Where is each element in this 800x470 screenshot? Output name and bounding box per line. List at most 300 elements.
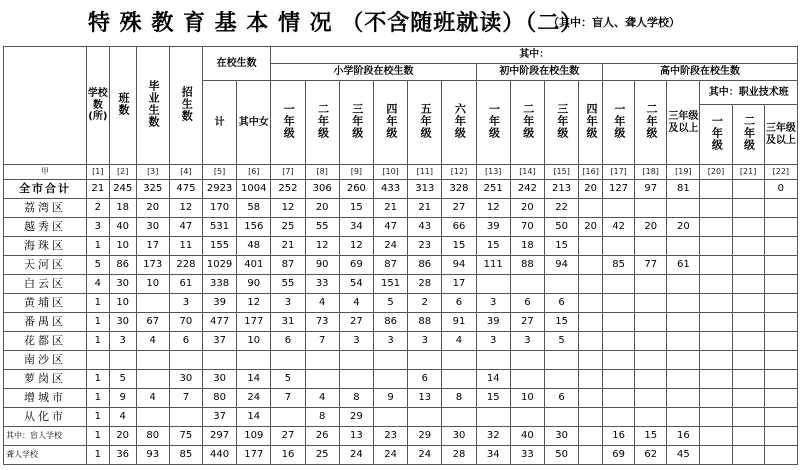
table-cell: 6 xyxy=(271,332,305,351)
table-cell: 29 xyxy=(339,408,373,427)
table-cell: 30 xyxy=(109,313,136,332)
table-cell: 3 xyxy=(408,332,442,351)
header-j-grade4 xyxy=(579,81,603,165)
table-row xyxy=(4,408,798,427)
row-label: 黄埔区 xyxy=(4,294,87,313)
table-cell xyxy=(271,408,305,427)
header-in-school: 在校生数 xyxy=(202,47,270,81)
column-index: [9] xyxy=(339,165,373,180)
header-j-grade2 xyxy=(510,81,544,165)
table-cell: 12 xyxy=(305,237,339,256)
column-index: [17] xyxy=(603,165,635,180)
table-cell xyxy=(305,351,339,370)
table-cell: 81 xyxy=(667,180,700,199)
table-cell: 31 xyxy=(271,313,305,332)
table-cell xyxy=(603,370,635,389)
row-label: 萝岗区 xyxy=(4,370,87,389)
table-cell: 58 xyxy=(237,199,271,218)
row-label: 聋人学校 xyxy=(4,446,87,465)
table-cell: 1 xyxy=(86,294,109,313)
table-row xyxy=(4,446,798,465)
table-cell: 30 xyxy=(442,427,476,446)
header-s-grade2-text: 二年级 xyxy=(645,102,659,139)
row-label: 从化市 xyxy=(4,408,87,427)
table-row xyxy=(4,389,798,408)
table-cell xyxy=(732,370,764,389)
table-cell: 3 xyxy=(271,294,305,313)
table-cell xyxy=(579,294,603,313)
table-cell xyxy=(732,427,764,446)
column-index: [14] xyxy=(510,165,544,180)
table-cell xyxy=(442,351,476,370)
table-cell xyxy=(476,408,510,427)
table-cell: 1 xyxy=(86,332,109,351)
table-cell: 30 xyxy=(169,370,202,389)
table-cell: 475 xyxy=(169,180,202,199)
table-cell: 29 xyxy=(408,427,442,446)
table-cell: 4 xyxy=(442,332,476,351)
table-cell xyxy=(136,294,169,313)
table-cell xyxy=(764,275,797,294)
table-cell: 30 xyxy=(136,218,169,237)
table-cell: 440 xyxy=(202,446,236,465)
column-index: [12] xyxy=(442,165,476,180)
column-index: [6] xyxy=(237,165,271,180)
table-cell xyxy=(603,294,635,313)
table-cell: 24 xyxy=(373,237,407,256)
table-cell: 28 xyxy=(408,275,442,294)
table-cell: 4 xyxy=(136,332,169,351)
column-index: [4] xyxy=(169,165,202,180)
table-row xyxy=(4,294,798,313)
table-cell xyxy=(603,389,635,408)
table-cell xyxy=(764,199,797,218)
table-cell xyxy=(579,275,603,294)
table-cell xyxy=(579,427,603,446)
table-cell: 70 xyxy=(169,313,202,332)
table-cell: 54 xyxy=(339,275,373,294)
table-cell: 69 xyxy=(339,256,373,275)
table-cell: 15 xyxy=(339,199,373,218)
column-index: [16] xyxy=(579,165,603,180)
header-p-grade4 xyxy=(373,81,407,165)
table-cell: 28 xyxy=(442,446,476,465)
table-cell xyxy=(136,351,169,370)
header-j-grade3 xyxy=(545,81,579,165)
table-cell: 85 xyxy=(603,256,635,275)
table-cell: 151 xyxy=(373,275,407,294)
header-classes-text: 班数 xyxy=(117,91,130,116)
table-cell xyxy=(510,351,544,370)
header-vocational: 其中：职业技术班 xyxy=(700,81,798,105)
column-index: [11] xyxy=(408,165,442,180)
table-cell xyxy=(700,446,732,465)
table-cell: 213 xyxy=(545,180,579,199)
table-row xyxy=(4,180,798,199)
table-cell: 9 xyxy=(373,389,407,408)
table-cell xyxy=(635,237,667,256)
table-cell xyxy=(442,408,476,427)
header-primary: 小学阶段在校生数 xyxy=(271,64,476,81)
header-p-grade6-text: 六年级 xyxy=(453,102,467,139)
table-cell xyxy=(169,351,202,370)
table-cell xyxy=(603,199,635,218)
row-label: 增城市 xyxy=(4,389,87,408)
table-row xyxy=(4,313,798,332)
table-cell xyxy=(700,275,732,294)
table-cell: 8 xyxy=(442,389,476,408)
table-cell: 1 xyxy=(86,237,109,256)
table-cell xyxy=(510,275,544,294)
table-cell: 3 xyxy=(109,332,136,351)
table-cell: 1 xyxy=(86,446,109,465)
table-cell: 86 xyxy=(109,256,136,275)
table-cell: 155 xyxy=(202,237,236,256)
table-cell: 313 xyxy=(408,180,442,199)
table-cell: 17 xyxy=(442,275,476,294)
table-cell: 173 xyxy=(136,256,169,275)
table-cell: 16 xyxy=(603,427,635,446)
header-s-grade3plus: 三年级及以上 xyxy=(667,81,700,165)
column-index: [2] xyxy=(109,165,136,180)
table-cell: 17 xyxy=(136,237,169,256)
header-p-grade1-text: 一年级 xyxy=(282,102,296,139)
table-cell: 3 xyxy=(476,294,510,313)
header-v-grade2-text: 二年级 xyxy=(742,114,756,151)
table-cell: 297 xyxy=(202,427,236,446)
table-cell xyxy=(635,408,667,427)
table-cell: 242 xyxy=(510,180,544,199)
header-v-grade3plus: 三年级及以上 xyxy=(764,105,797,165)
table-cell: 6 xyxy=(510,294,544,313)
table-row xyxy=(4,427,798,446)
table-cell: 306 xyxy=(305,180,339,199)
table-cell xyxy=(136,370,169,389)
table-cell: 91 xyxy=(442,313,476,332)
table-cell: 80 xyxy=(136,427,169,446)
table-cell xyxy=(635,294,667,313)
table-cell: 16 xyxy=(271,446,305,465)
table-cell: 47 xyxy=(169,218,202,237)
table-cell: 1 xyxy=(86,370,109,389)
table-cell: 177 xyxy=(237,313,271,332)
table-cell xyxy=(732,294,764,313)
table-cell xyxy=(732,237,764,256)
table-cell: 251 xyxy=(476,180,510,199)
table-cell: 5 xyxy=(109,370,136,389)
table-cell xyxy=(700,180,732,199)
table-cell: 34 xyxy=(339,218,373,237)
table-cell xyxy=(635,389,667,408)
table-cell: 2 xyxy=(408,294,442,313)
table-cell: 260 xyxy=(339,180,373,199)
header-graduates-text: 毕业生数 xyxy=(147,79,161,128)
table-cell: 33 xyxy=(305,275,339,294)
table-cell: 109 xyxy=(237,427,271,446)
column-index: [7] xyxy=(271,165,305,180)
table-cell xyxy=(764,446,797,465)
header-p-grade2 xyxy=(305,81,339,165)
table-cell: 93 xyxy=(136,446,169,465)
table-cell: 6 xyxy=(408,370,442,389)
table-cell xyxy=(700,294,732,313)
table-cell: 338 xyxy=(202,275,236,294)
header-v-grade1 xyxy=(700,105,732,165)
table-cell: 20 xyxy=(136,199,169,218)
table-cell: 14 xyxy=(237,370,271,389)
table-cell: 37 xyxy=(202,332,236,351)
table-cell xyxy=(700,389,732,408)
table-cell xyxy=(667,294,700,313)
table-cell: 1 xyxy=(86,408,109,427)
header-s-grade1-text: 一年级 xyxy=(612,102,626,139)
row-label: 天河区 xyxy=(4,256,87,275)
table-cell: 252 xyxy=(271,180,305,199)
table-cell: 34 xyxy=(476,446,510,465)
table-cell: 69 xyxy=(603,446,635,465)
table-cell: 156 xyxy=(237,218,271,237)
table-cell xyxy=(545,370,579,389)
table-cell: 12 xyxy=(339,237,373,256)
table-cell: 66 xyxy=(442,218,476,237)
header-p-grade2-text: 二年级 xyxy=(316,102,330,139)
table-cell: 50 xyxy=(545,218,579,237)
header-p-grade4-text: 四年级 xyxy=(384,102,398,139)
header-graduates xyxy=(136,47,169,165)
table-cell xyxy=(545,275,579,294)
table-cell: 20 xyxy=(579,180,603,199)
table-cell: 5 xyxy=(86,256,109,275)
table-cell xyxy=(635,275,667,294)
table-cell xyxy=(732,389,764,408)
row-label: 白云区 xyxy=(4,275,87,294)
header-enrollment-text: 招生数 xyxy=(180,85,194,122)
table-cell: 87 xyxy=(271,256,305,275)
table-cell: 55 xyxy=(271,275,305,294)
table-cell: 5 xyxy=(271,370,305,389)
table-cell: 30 xyxy=(109,275,136,294)
table-cell: 20 xyxy=(510,199,544,218)
table-cell xyxy=(305,370,339,389)
table-cell: 15 xyxy=(476,237,510,256)
table-cell xyxy=(510,408,544,427)
table-cell: 27 xyxy=(510,313,544,332)
table-cell: 13 xyxy=(408,389,442,408)
page-title: 特 殊 教 育 基 本 情 况 （不含随班就读）（二） xyxy=(88,11,584,36)
table-cell: 94 xyxy=(545,256,579,275)
table-cell: 111 xyxy=(476,256,510,275)
column-index: [21] xyxy=(732,165,764,180)
table-cell xyxy=(86,351,109,370)
table-cell: 21 xyxy=(373,199,407,218)
table-cell: 6 xyxy=(545,389,579,408)
table-cell: 48 xyxy=(237,237,271,256)
table-cell xyxy=(700,370,732,389)
table-row xyxy=(4,199,798,218)
table-cell: 477 xyxy=(202,313,236,332)
table-cell xyxy=(732,408,764,427)
table-cell xyxy=(700,218,732,237)
table-cell: 14 xyxy=(237,408,271,427)
column-index: [3] xyxy=(136,165,169,180)
table-cell: 127 xyxy=(603,180,635,199)
table-cell: 433 xyxy=(373,180,407,199)
table-cell: 5 xyxy=(545,332,579,351)
table-cell: 80 xyxy=(202,389,236,408)
table-cell: 18 xyxy=(510,237,544,256)
table-cell: 531 xyxy=(202,218,236,237)
header-s-grade2 xyxy=(635,81,667,165)
table-cell xyxy=(579,332,603,351)
header-female: 其中女 xyxy=(237,81,271,165)
column-index: [10] xyxy=(373,165,407,180)
table-cell: 21 xyxy=(86,180,109,199)
table-cell xyxy=(635,332,667,351)
table-cell xyxy=(764,237,797,256)
table-cell xyxy=(579,237,603,256)
table-cell: 7 xyxy=(169,389,202,408)
table-cell xyxy=(408,408,442,427)
table-cell: 21 xyxy=(271,237,305,256)
table-cell: 90 xyxy=(237,275,271,294)
statistics-table xyxy=(3,46,798,465)
table-cell xyxy=(237,351,271,370)
table-cell xyxy=(545,351,579,370)
row-label: 花都区 xyxy=(4,332,87,351)
table-cell xyxy=(476,351,510,370)
table-cell: 39 xyxy=(476,313,510,332)
table-cell: 36 xyxy=(109,446,136,465)
column-index: [20] xyxy=(700,165,732,180)
table-cell xyxy=(579,389,603,408)
table-cell xyxy=(667,370,700,389)
table-cell: 11 xyxy=(169,237,202,256)
header-j-grade3-text: 三年级 xyxy=(555,102,569,139)
title-bar xyxy=(0,0,800,46)
table-cell: 13 xyxy=(339,427,373,446)
table-row xyxy=(4,256,798,275)
table-cell: 23 xyxy=(408,237,442,256)
table-cell: 24 xyxy=(373,446,407,465)
table-cell: 0 xyxy=(764,180,797,199)
table-cell: 8 xyxy=(305,408,339,427)
table-cell: 2 xyxy=(86,199,109,218)
table-cell: 245 xyxy=(109,180,136,199)
table-cell xyxy=(373,370,407,389)
table-cell: 5 xyxy=(373,294,407,313)
table-cell xyxy=(764,351,797,370)
table-cell xyxy=(579,313,603,332)
table-cell xyxy=(545,408,579,427)
table-cell: 9 xyxy=(109,389,136,408)
table-cell xyxy=(732,351,764,370)
table-cell xyxy=(603,237,635,256)
table-cell: 14 xyxy=(476,370,510,389)
header-p-grade1 xyxy=(271,81,305,165)
table-cell: 42 xyxy=(603,218,635,237)
table-cell xyxy=(476,275,510,294)
table-cell xyxy=(732,256,764,275)
table-cell: 25 xyxy=(305,446,339,465)
table-cell: 37 xyxy=(202,408,236,427)
table-cell: 10 xyxy=(237,332,271,351)
table-cell: 15 xyxy=(545,237,579,256)
table-cell: 177 xyxy=(237,446,271,465)
table-cell: 4 xyxy=(305,294,339,313)
table-cell: 88 xyxy=(408,313,442,332)
table-cell xyxy=(764,294,797,313)
table-cell: 67 xyxy=(136,313,169,332)
table-row xyxy=(4,370,798,389)
table-cell: 15 xyxy=(545,313,579,332)
table-cell: 1029 xyxy=(202,256,236,275)
table-cell: 12 xyxy=(169,199,202,218)
table-cell: 16 xyxy=(667,427,700,446)
table-cell: 90 xyxy=(305,256,339,275)
table-cell: 6 xyxy=(442,294,476,313)
table-cell: 27 xyxy=(271,427,305,446)
table-cell xyxy=(700,351,732,370)
table-cell: 70 xyxy=(510,218,544,237)
table-cell: 55 xyxy=(305,218,339,237)
table-cell: 61 xyxy=(169,275,202,294)
table-cell: 6 xyxy=(169,332,202,351)
table-cell: 62 xyxy=(635,446,667,465)
table-cell: 40 xyxy=(510,427,544,446)
table-cell: 20 xyxy=(579,218,603,237)
table-cell: 75 xyxy=(169,427,202,446)
table-cell xyxy=(510,370,544,389)
header-total: 计 xyxy=(202,81,236,165)
table-cell: 4 xyxy=(109,408,136,427)
column-index: [15] xyxy=(545,165,579,180)
table-cell xyxy=(603,313,635,332)
table-cell: 10 xyxy=(109,237,136,256)
table-cell xyxy=(732,446,764,465)
column-index: [13] xyxy=(476,165,510,180)
table-cell xyxy=(764,256,797,275)
table-cell: 1 xyxy=(86,389,109,408)
table-cell: 30 xyxy=(545,427,579,446)
table-cell xyxy=(667,313,700,332)
table-cell: 88 xyxy=(510,256,544,275)
table-cell xyxy=(603,332,635,351)
table-cell xyxy=(700,237,732,256)
table-cell: 7 xyxy=(271,389,305,408)
table-cell: 85 xyxy=(169,446,202,465)
table-cell: 27 xyxy=(339,313,373,332)
table-cell xyxy=(635,370,667,389)
table-cell: 12 xyxy=(271,199,305,218)
table-cell xyxy=(700,313,732,332)
table-cell: 26 xyxy=(305,427,339,446)
table-cell xyxy=(764,427,797,446)
table-row xyxy=(4,218,798,237)
table-cell: 87 xyxy=(373,256,407,275)
table-cell xyxy=(667,237,700,256)
column-index: [19] xyxy=(667,165,700,180)
table-cell: 228 xyxy=(169,256,202,275)
row-label: 南沙区 xyxy=(4,351,87,370)
table-cell: 40 xyxy=(109,218,136,237)
row-label: 番禺区 xyxy=(4,313,87,332)
table-cell: 12 xyxy=(237,294,271,313)
table-cell xyxy=(579,199,603,218)
table-row xyxy=(4,237,798,256)
header-j-grade4-text: 四年级 xyxy=(584,102,598,139)
table-cell: 86 xyxy=(408,256,442,275)
header-schools: 学校数(所) xyxy=(86,47,109,165)
